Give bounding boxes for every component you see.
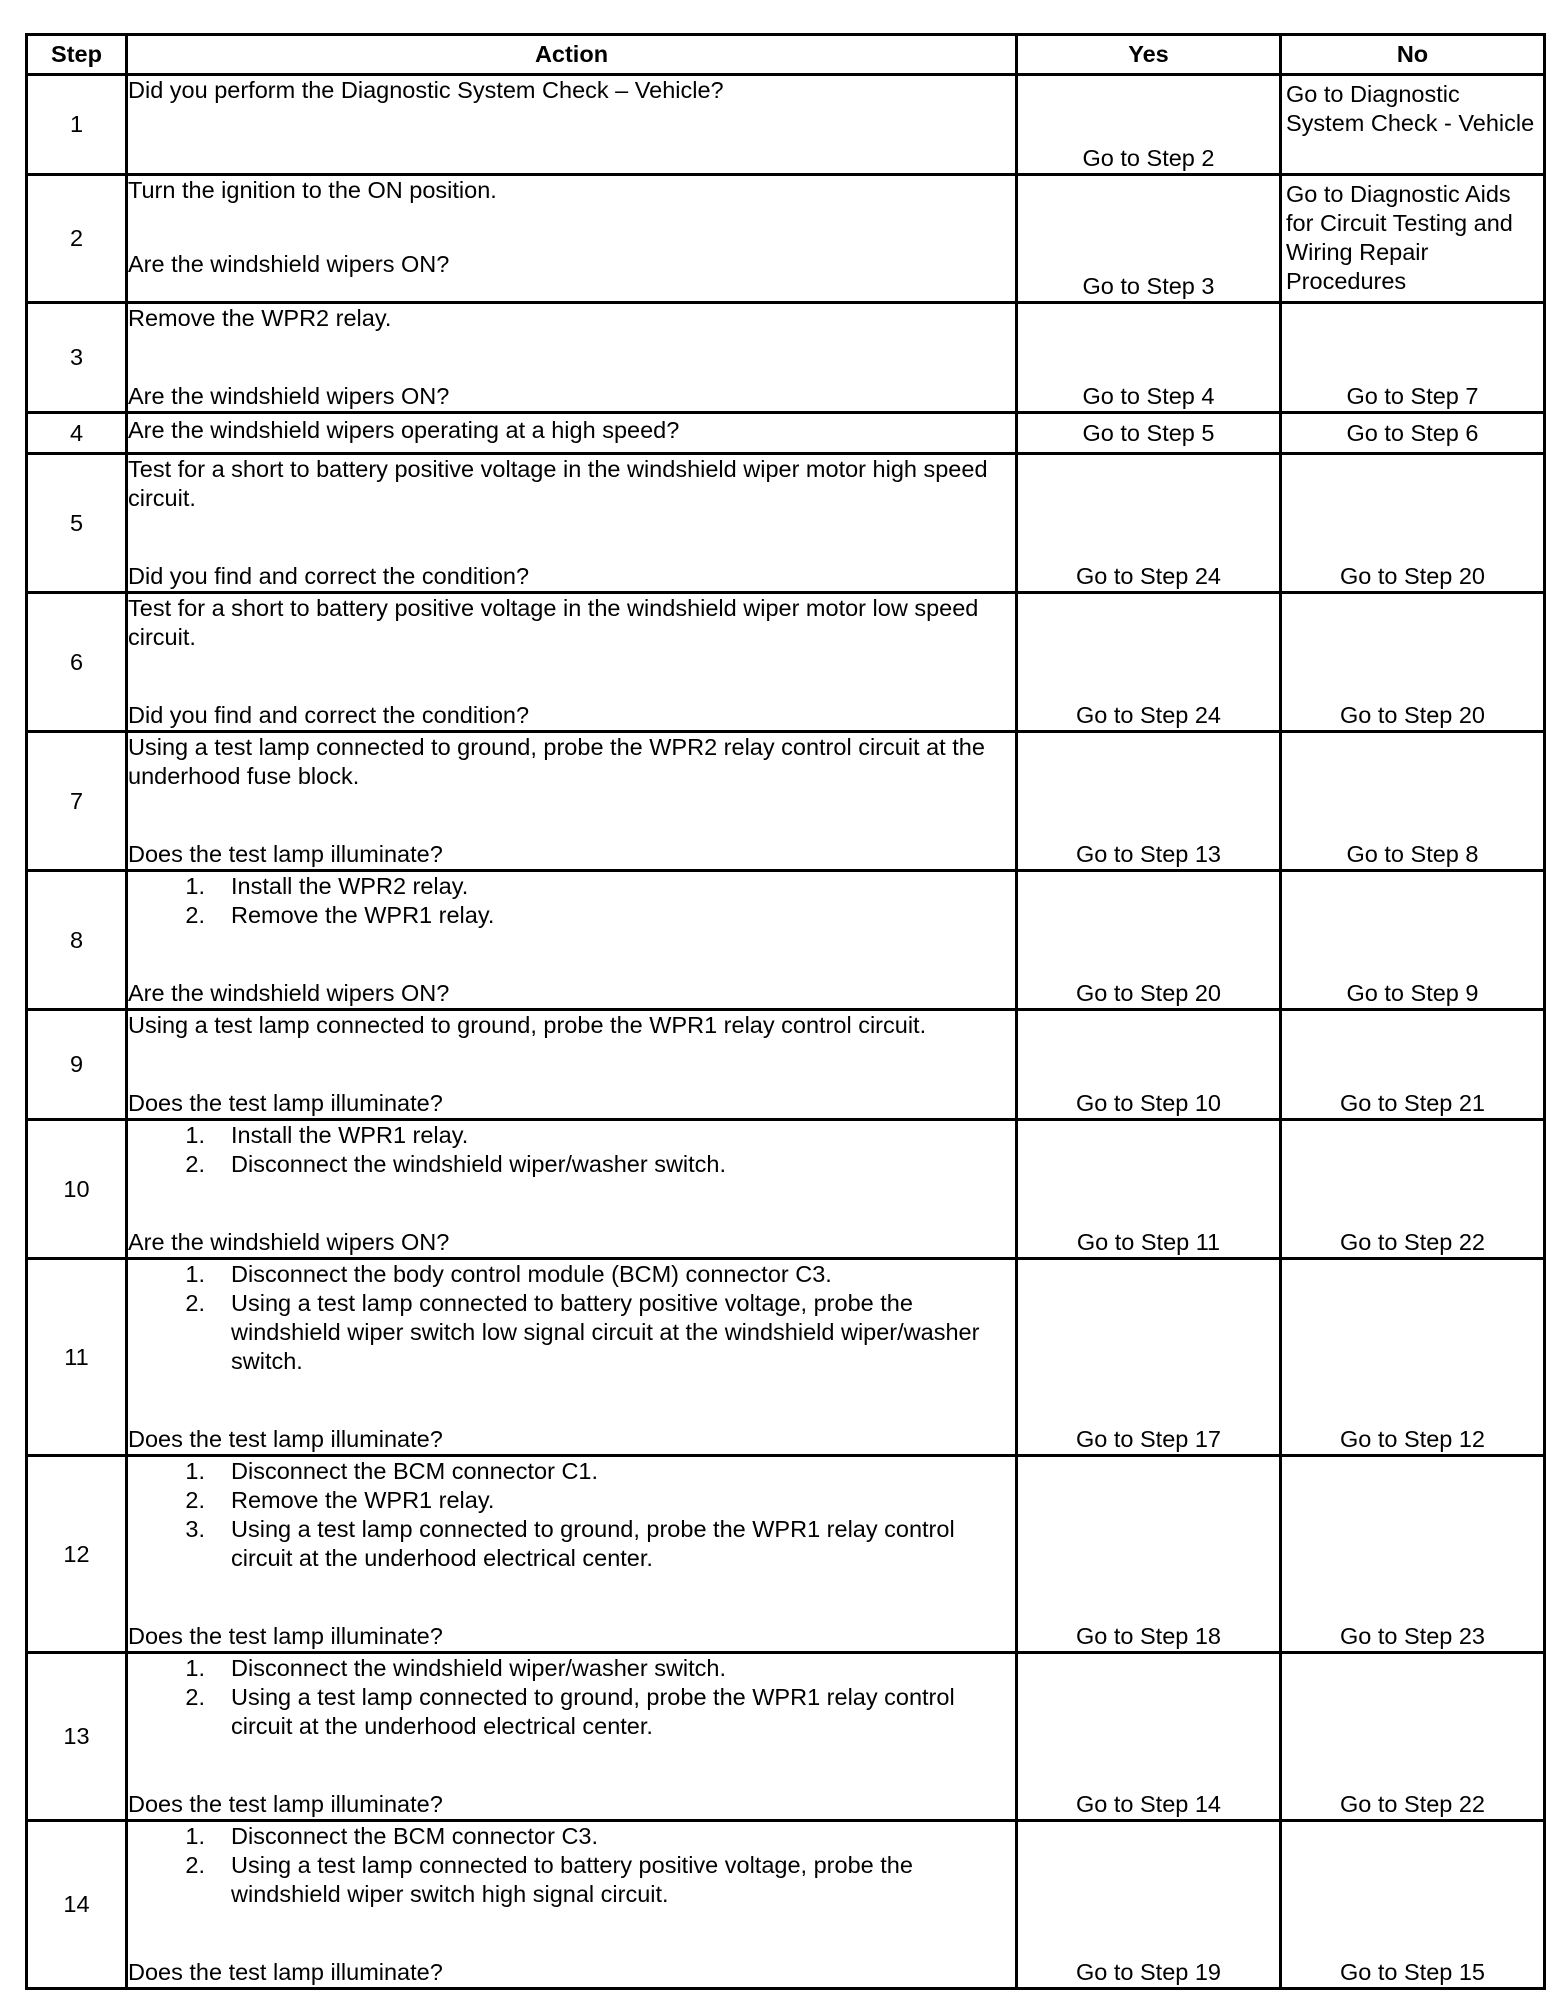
- table-row: [27, 413, 1545, 454]
- action-intro: Remove the WPR2 relay.: [128, 305, 392, 331]
- action-intro: Test for a short to battery positive voltage in the windshield wiper motor low speed circuit.: [128, 595, 979, 650]
- no-cell: Go to Step 12: [1281, 1259, 1545, 1456]
- action-question: Did you find and correct the condition?: [128, 563, 530, 589]
- list-item: 1. Install the WPR2 relay.: [185, 873, 469, 899]
- action-cell: [127, 413, 1017, 454]
- action-question: Does the test lamp illuminate?: [128, 841, 443, 867]
- list-item: 2. Using a test lamp connected to battery positive voltage, probe the windshield wiper switch high signal circuit.: [185, 1852, 913, 1907]
- no-cell: Go to Step 8: [1281, 732, 1545, 871]
- action-question: Did you perform the Diagnostic System Check – Vehicle?: [128, 77, 724, 103]
- table-row: [27, 1259, 1545, 1456]
- table-row: [27, 871, 1545, 1010]
- action-question: Are the windshield wipers ON?: [128, 1229, 450, 1255]
- yes-cell: Go to Step 17: [1017, 1259, 1281, 1456]
- table-row: [27, 1120, 1545, 1259]
- action-cell: [127, 1259, 1017, 1456]
- action-cell: [127, 454, 1017, 593]
- header-yes: Yes: [1017, 35, 1281, 75]
- yes-cell: Go to Step 5: [1017, 413, 1281, 454]
- step-number: 3: [27, 303, 127, 413]
- header-action: Action: [127, 35, 1017, 75]
- yes-cell: Go to Step 11: [1017, 1120, 1281, 1259]
- step-number: 14: [27, 1821, 127, 1989]
- step-number: 1: [27, 75, 127, 175]
- action-steps-list: [128, 1260, 1015, 1376]
- action-cell: [127, 1010, 1017, 1120]
- action-cell: [127, 175, 1017, 303]
- step-number: 10: [27, 1120, 127, 1259]
- list-item: 2. Remove the WPR1 relay.: [185, 902, 495, 928]
- yes-cell: Go to Step 10: [1017, 1010, 1281, 1120]
- table-row: [27, 593, 1545, 732]
- header-row: [27, 35, 1545, 75]
- action-cell: [127, 1653, 1017, 1821]
- table-row: [27, 1653, 1545, 1821]
- no-cell: Go to Diagnostic System Check - Vehicle: [1281, 75, 1545, 175]
- table-row: [27, 732, 1545, 871]
- table-row: [27, 1010, 1545, 1120]
- table-row: [27, 303, 1545, 413]
- action-question: Does the test lamp illuminate?: [128, 1959, 443, 1985]
- yes-cell: Go to Step 3: [1017, 175, 1281, 303]
- action-cell: [127, 75, 1017, 175]
- action-cell: [127, 732, 1017, 871]
- list-item: 2. Disconnect the windshield wiper/washer switch.: [185, 1151, 727, 1177]
- list-item: 1. Disconnect the BCM connector C1.: [185, 1458, 599, 1484]
- list-item: 3. Using a test lamp connected to ground, probe the WPR1 relay control circuit at the underhood electrical center.: [185, 1516, 955, 1571]
- action-intro: Turn the ignition to the ON position.: [128, 177, 497, 203]
- list-item: 2. Using a test lamp connected to battery positive voltage, probe the windshield wiper switch low signal circuit at the windshield wiper/washer switch.: [185, 1290, 980, 1374]
- list-item: 1. Install the WPR1 relay.: [185, 1122, 469, 1148]
- yes-cell: Go to Step 18: [1017, 1456, 1281, 1653]
- step-number: 6: [27, 593, 127, 732]
- step-number: 2: [27, 175, 127, 303]
- table-row: [27, 454, 1545, 593]
- yes-cell: Go to Step 4: [1017, 303, 1281, 413]
- action-cell: [127, 593, 1017, 732]
- no-cell: Go to Step 22: [1281, 1120, 1545, 1259]
- no-cell: Go to Step 23: [1281, 1456, 1545, 1653]
- action-intro: Using a test lamp connected to ground, probe the WPR2 relay control circuit at the underhood fuse block.: [128, 734, 985, 789]
- action-intro: Using a test lamp connected to ground, probe the WPR1 relay control circuit.: [128, 1012, 927, 1038]
- no-cell: Go to Step 7: [1281, 303, 1545, 413]
- no-cell: Go to Step 9: [1281, 871, 1545, 1010]
- diagnostic-table: [25, 33, 1546, 1990]
- yes-cell: Go to Step 24: [1017, 593, 1281, 732]
- action-cell: [127, 1120, 1017, 1259]
- action-cell: [127, 871, 1017, 1010]
- action-cell: [127, 1456, 1017, 1653]
- table-row: [27, 1456, 1545, 1653]
- no-cell: Go to Step 20: [1281, 593, 1545, 732]
- list-item: 1. Disconnect the windshield wiper/washer switch.: [185, 1655, 727, 1681]
- action-question: Did you find and correct the condition?: [128, 702, 530, 728]
- action-question: Does the test lamp illuminate?: [128, 1426, 443, 1452]
- action-question: Does the test lamp illuminate?: [128, 1791, 443, 1817]
- action-steps-list: [128, 1457, 1015, 1573]
- action-question: Are the windshield wipers ON?: [128, 251, 450, 277]
- action-question: Are the windshield wipers operating at a high speed?: [128, 417, 680, 443]
- table-row: [27, 75, 1545, 175]
- step-number: 13: [27, 1653, 127, 1821]
- action-cell: [127, 1821, 1017, 1989]
- table-row: [27, 1821, 1545, 1989]
- no-cell: Go to Diagnostic Aids for Circuit Testing and Wiring Repair Procedures: [1281, 175, 1545, 303]
- no-cell: Go to Step 15: [1281, 1821, 1545, 1989]
- step-number: 5: [27, 454, 127, 593]
- step-number: 8: [27, 871, 127, 1010]
- no-cell: Go to Step 20: [1281, 454, 1545, 593]
- yes-cell: Go to Step 19: [1017, 1821, 1281, 1989]
- action-question: Does the test lamp illuminate?: [128, 1623, 443, 1649]
- yes-cell: Go to Step 14: [1017, 1653, 1281, 1821]
- action-question: Are the windshield wipers ON?: [128, 383, 450, 409]
- no-cell: Go to Step 21: [1281, 1010, 1545, 1120]
- action-cell: [127, 303, 1017, 413]
- header-step: Step: [27, 35, 127, 75]
- step-number: 9: [27, 1010, 127, 1120]
- list-item: 1. Disconnect the body control module (BCM) connector C3.: [185, 1261, 832, 1287]
- yes-cell: Go to Step 2: [1017, 75, 1281, 175]
- list-item: 2. Remove the WPR1 relay.: [185, 1487, 495, 1513]
- action-intro: Test for a short to battery positive voltage in the windshield wiper motor high speed circuit.: [128, 456, 988, 511]
- yes-cell: Go to Step 20: [1017, 871, 1281, 1010]
- action-steps-list: [128, 1654, 1015, 1741]
- step-number: 11: [27, 1259, 127, 1456]
- step-number: 4: [27, 413, 127, 454]
- header-no: No: [1281, 35, 1545, 75]
- list-item: 1. Disconnect the BCM connector C3.: [185, 1823, 599, 1849]
- step-number: 12: [27, 1456, 127, 1653]
- list-item: 2. Using a test lamp connected to ground, probe the WPR1 relay control circuit at the underhood electrical center.: [185, 1684, 955, 1739]
- no-cell: Go to Step 22: [1281, 1653, 1545, 1821]
- yes-cell: Go to Step 13: [1017, 732, 1281, 871]
- action-question: Are the windshield wipers ON?: [128, 980, 450, 1006]
- step-number: 7: [27, 732, 127, 871]
- action-steps-list: [128, 1121, 1015, 1179]
- no-cell: Go to Step 6: [1281, 413, 1545, 454]
- table-row: [27, 175, 1545, 303]
- action-question: Does the test lamp illuminate?: [128, 1090, 443, 1116]
- action-steps-list: [128, 1822, 1015, 1909]
- action-steps-list: [128, 872, 1015, 930]
- yes-cell: Go to Step 24: [1017, 454, 1281, 593]
